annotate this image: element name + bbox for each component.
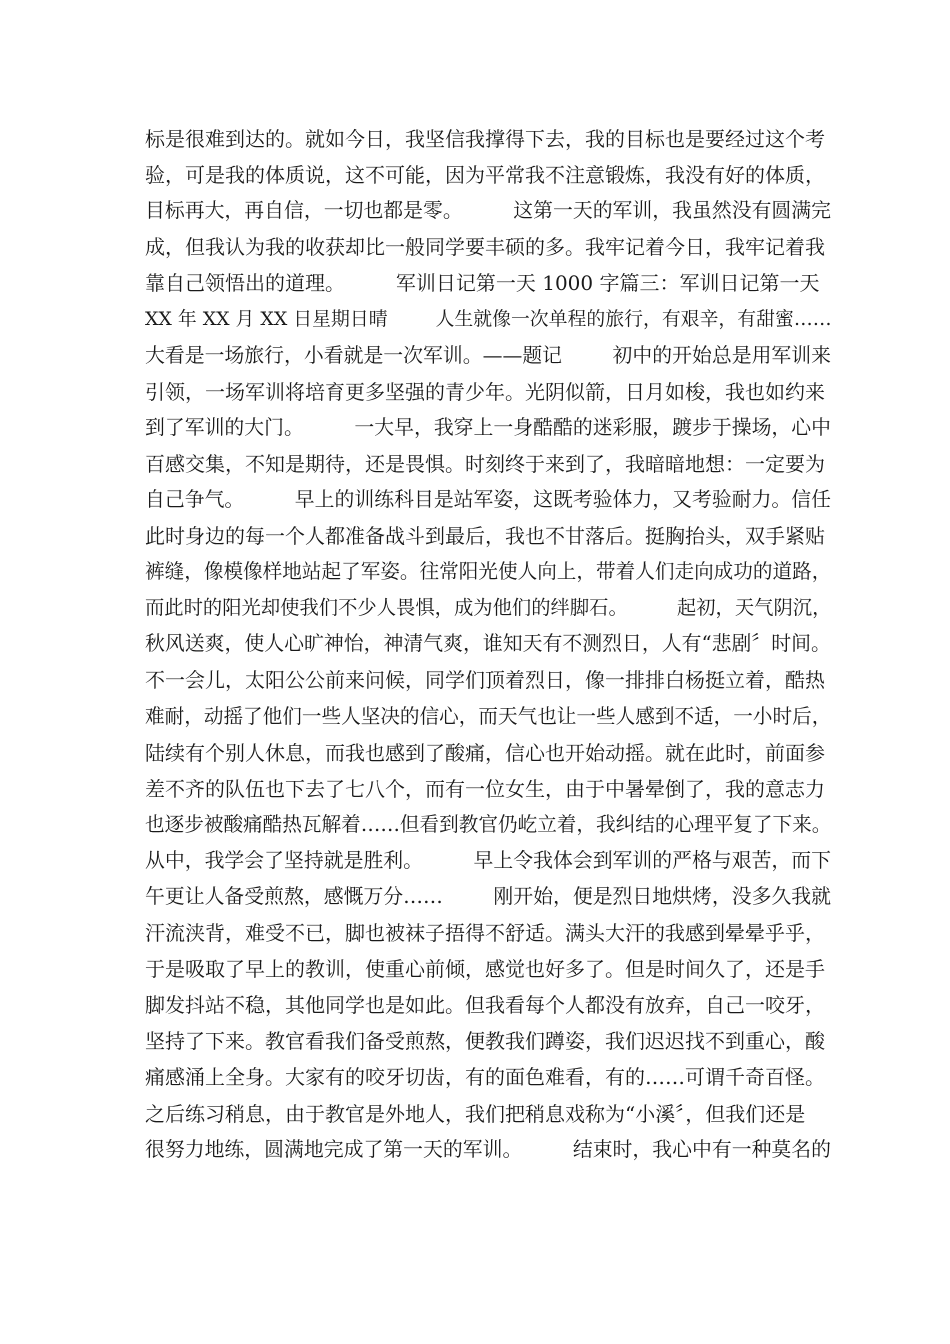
text-line: 不一会儿，太阳公公前来问候，同学们顶着烈日，像一排排白杨挺立着，酷热: [145, 668, 825, 693]
text-line: 陆续有个别人休息，而我也感到了酸痛，信心也开始动摇。就在此时，前面参: [145, 740, 825, 765]
text-line: 于是吸取了早上的教训，使重心前倾，感觉也好多了。但是时间久了，还是手: [145, 957, 825, 982]
text-line: 难耐，动摇了他们一些人坚决的信心，而天气也让一些人感到不适，一小时后，: [145, 704, 832, 728]
text-line: 靠自己领悟出的道理。 军训日记第一天 1000 字篇三：军训日记第一天: [145, 271, 820, 296]
text-line: 午更让人备受煎熬，感慨万分…… 刚开始，便是烈日地烘烤，没多久我就: [145, 884, 831, 908]
text-line: 秋风送爽，使人心旷神怡，神清气爽，谁知天有不测烈日，人有“悲剧〞时间。: [145, 632, 831, 656]
text-line: 脚发抖站不稳，其他同学也是如此。但我看每个人都没有放弃，自己一咬牙，: [145, 993, 825, 1018]
text-line: XX 年 XX 月 XX 日星期日晴 人生就像一次单程的旅行，有艰辛，有甜蜜……: [145, 308, 832, 331]
text-line: 目标再大，再自信，一切也都是零。 这第一天的军训，我虽然没有圆满完: [145, 199, 831, 223]
text-line: 从中，我学会了坚持就是胜利。 早上令我体会到军训的严格与艰苦，而下: [145, 848, 831, 872]
text-line: 裤缝，像模像样地站起了军姿。往常阳光使人向上，带着人们走向成功的道路，: [145, 560, 832, 584]
text-line: 成，但我认为我的收获却比一般同学要丰硕的多。我牢记着今日，我牢记着我: [145, 235, 825, 260]
text-line: 汗流浃背，难受不已，脚也被袜子捂得不舒适。满头大汗的我感到晕晕乎乎，: [145, 921, 825, 946]
text-line: 之后练习稍息，由于教官是外地人，我们把稍息戏称为“小溪〞，但我们还是: [145, 1101, 806, 1126]
text-line: 验，可是我的体质说，这不可能，因为平常我不注意锻炼，我没有好的体质，: [145, 163, 825, 188]
text-line: 此时身边的每一个人都准备战斗到最后，我也不甘落后。挺胸抬头，双手紧贴: [145, 524, 825, 549]
text-line: 差不齐的队伍也下去了七八个，而有一位女生，由于中暑晕倒了，我的意志力: [145, 776, 825, 801]
text-line: 痛感涌上全身。大家有的咬牙切齿，有的面色难看，有的……可谓千奇百怪。: [145, 1065, 825, 1090]
text-line: 大看是一场旅行，小看就是一次军训。——题记 初中的开始总是用军训来: [145, 343, 831, 367]
text-line: 百感交集，不知是期待，还是畏惧。时刻终于来到了，我暗暗地想：一定要为: [145, 451, 825, 476]
text-line: 标是很难到达的。就如今日，我坚信我撑得下去，我的目标也是要经过这个考: [145, 127, 825, 151]
text-line: 到了军训的大门。 一大早，我穿上一身酷酷的迷彩服，踱步于操场，心中: [145, 415, 831, 439]
document-body: [145, 124, 835, 1171]
text-line: 坚持了下来。教官看我们备受煎熬，便教我们蹲姿，我们迟迟找不到重心，酸: [145, 1029, 825, 1054]
text-line: 很努力地练，圆满地完成了第一天的军训。 结束时，我心中有一种莫名的: [145, 1137, 831, 1161]
text-line: 自己争气。 早上的训练科目是站军姿，这既考验体力，又考验耐力。信任: [145, 487, 831, 511]
text-line: 而此时的阳光却使我们不少人畏惧，成为他们的绊脚石。 起初，天气阴沉，: [145, 596, 832, 620]
text-line: 引领，一场军训将培育更多坚强的青少年。光阴似箭，日月如梭，我也如约来: [145, 379, 825, 404]
text-line: 也逐步被酸痛酷热瓦解着……但看到教官仍屹立着，我纠结的心理平复了下来。: [145, 812, 832, 836]
